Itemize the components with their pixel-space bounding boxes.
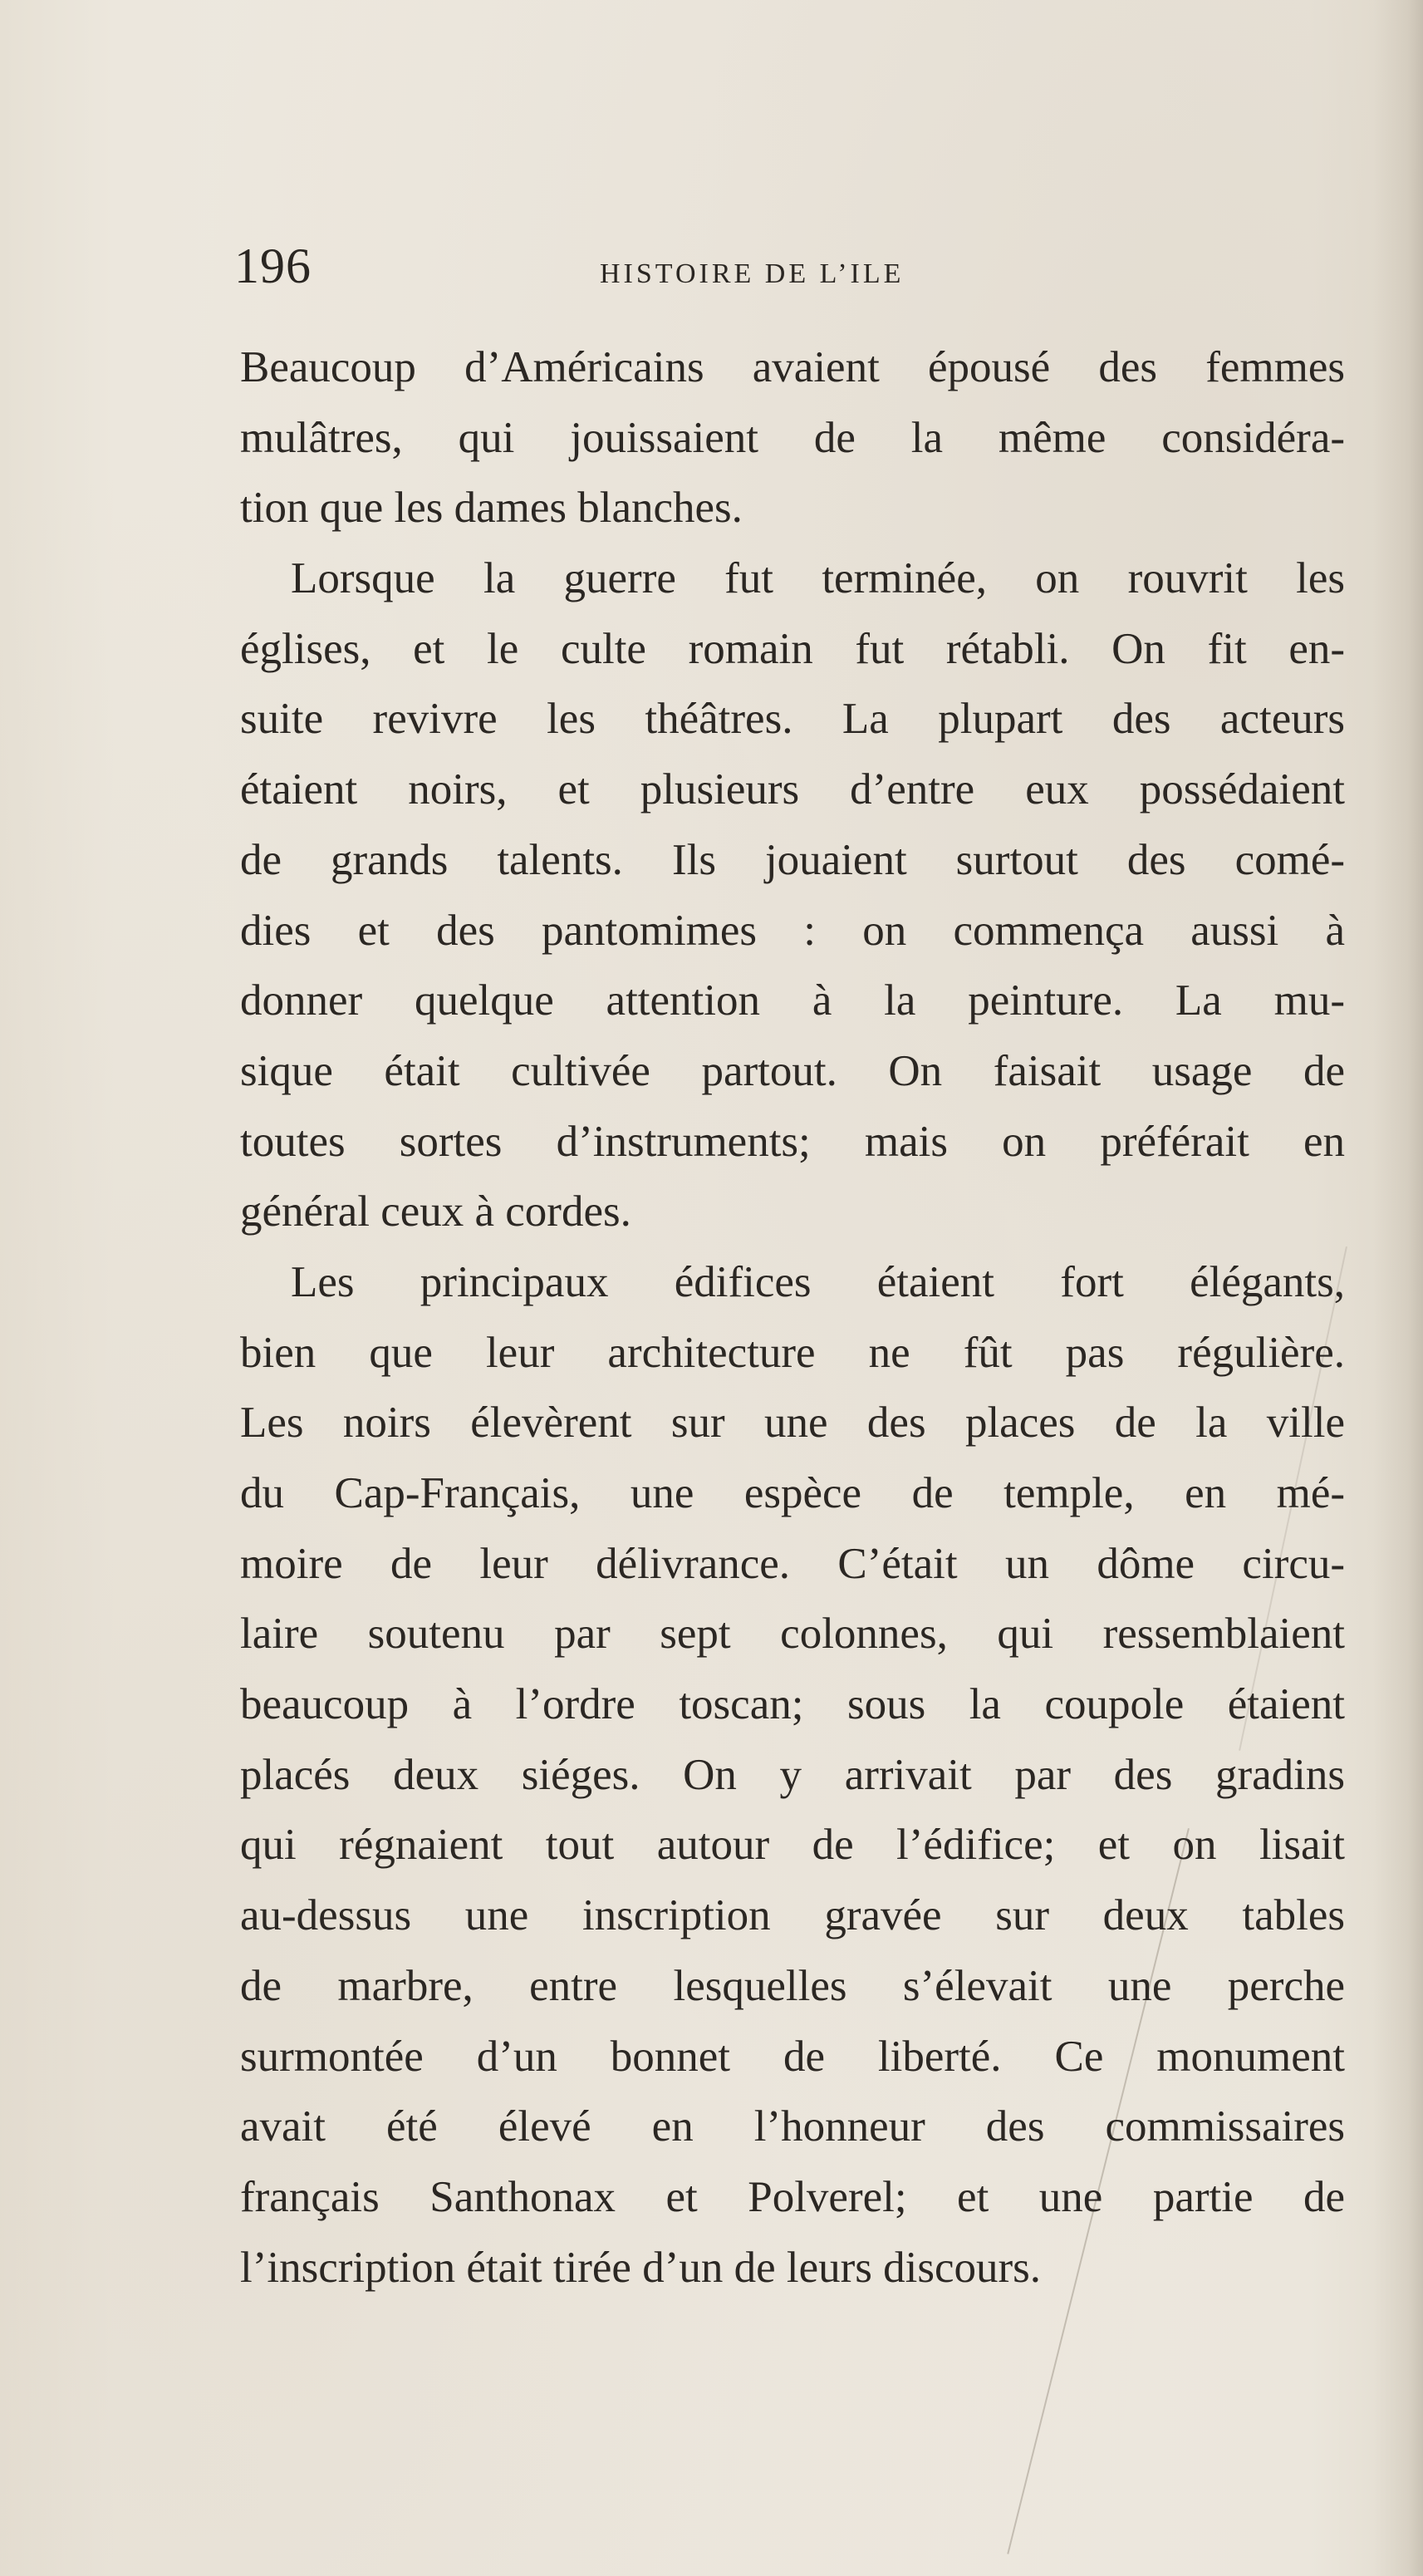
text-line: Beaucoup d’Américains avaient épousé des femmes	[240, 343, 1345, 391]
text-line: donner quelque attention à la peinture. La mu-	[240, 976, 1345, 1025]
text-line: français Santhonax et Polverel; et une partie de	[240, 2172, 1345, 2221]
text-line: dies et des pantomimes : on commença aussi à	[240, 906, 1345, 955]
text-line: bien que leur architecture ne fût pas régulière.	[240, 1328, 1345, 1377]
text-line: surmontée d’un bonnet de liberté. Ce monument	[240, 2032, 1345, 2081]
text-line: Lorsque la guerre fut terminée, on rouvrit les	[291, 554, 1345, 603]
page-number: 196	[234, 238, 312, 293]
text-line: beaucoup à l’ordre toscan; sous la coupole étaient	[240, 1680, 1345, 1729]
text-line: sique était cultivée partout. On faisait usage de	[240, 1046, 1345, 1095]
text-line: toutes sortes d’instruments; mais on préférait en	[240, 1117, 1345, 1166]
text-line: églises, et le culte romain fut rétabli. On fit en-	[240, 624, 1345, 673]
text-line: de marbre, entre lesquelles s’élevait une perche	[240, 1961, 1345, 2010]
text-line: qui régnaient tout autour de l’édifice; et on lisait	[240, 1821, 1345, 1870]
page-header	[234, 238, 1347, 307]
text-line: laire soutenu par sept colonnes, qui ressemblaient	[240, 1610, 1345, 1659]
text-line: Les noirs élevèrent sur une des places de la ville	[240, 1399, 1345, 1448]
page-fold-shadow	[1373, 0, 1423, 2576]
text-line: l’inscription était tirée d’un de leurs discours.	[240, 2243, 1042, 2292]
text-line: général ceux à cordes.	[240, 1187, 631, 1236]
text-line: moire de leur délivrance. C’était un dôme circu-	[240, 1539, 1345, 1588]
text-line: étaient noirs, et plusieurs d’entre eux possédaient	[240, 765, 1345, 814]
text-line: mulâtres, qui jouissaient de la même considéra-	[240, 413, 1345, 462]
text-line: tion que les dames blanches.	[240, 484, 743, 533]
text-line: du Cap-Français, une espèce de temple, en mé-	[240, 1469, 1345, 1517]
text-line: suite revivre les théâtres. La plupart des acteurs	[240, 695, 1345, 744]
text-line: placés deux siéges. On y arrivait par des gradins	[240, 1750, 1345, 1799]
text-line: Les principaux édifices étaient fort élégants,	[291, 1257, 1345, 1306]
text-line: avait été élevé en l’honneur des commissaires	[240, 2102, 1345, 2151]
running-head: HISTOIRE DE L’ILE	[600, 258, 905, 289]
body-text	[240, 332, 1345, 2303]
text-line: au-dessus une inscription gravée sur deux tables	[240, 1891, 1345, 1940]
text-line: de grands talents. Ils jouaient surtout des comé-	[240, 835, 1345, 884]
